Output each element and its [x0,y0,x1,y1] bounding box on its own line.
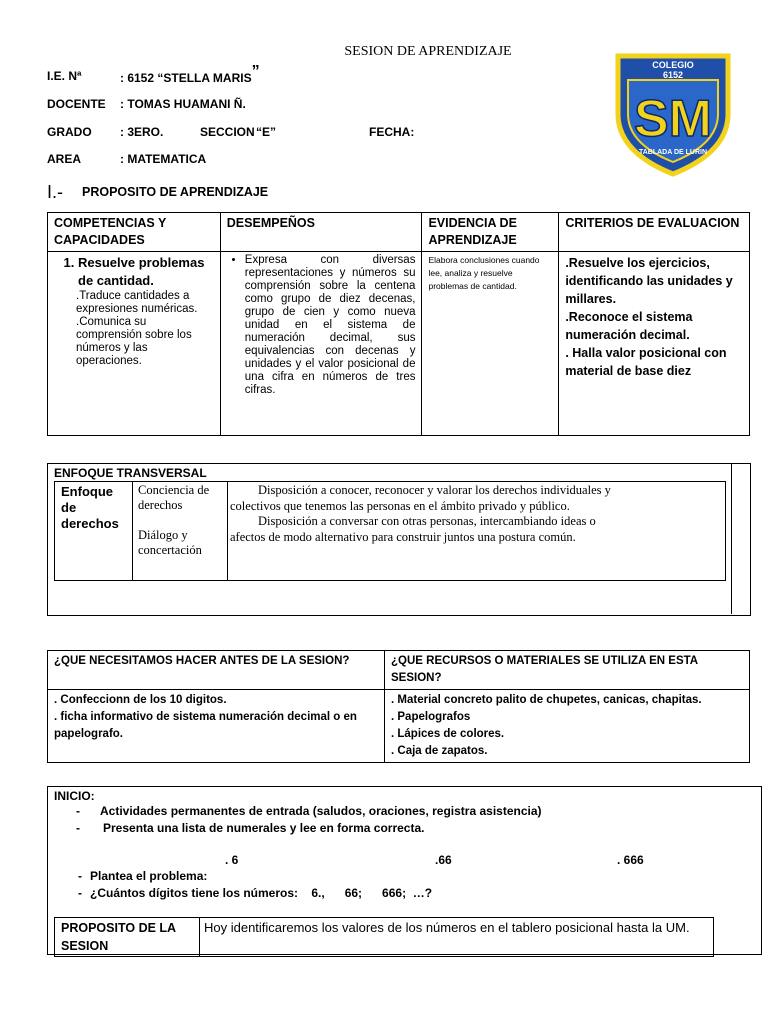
seccion-label: SECCION [200,125,255,139]
section-title: PROPOSITO DE APRENDIZAJE [82,185,269,199]
logo-top-text: COLEGIO [652,60,694,70]
proposito-table [47,212,750,436]
criterio-1: .Resuelve los ejercicios, identificando las unidades y millares. [565,256,733,306]
docente-label: DOCENTE [47,97,106,111]
page-title: SESION DE APRENDIZAJE [344,44,512,59]
recurso-item-1: . Material concreto palito de chupetes, canicas, chapitas. [391,694,702,706]
enfoque-descriptions [228,482,726,581]
logo-bottom-text: TABLADA DE LURIN [638,149,708,156]
preparacion-table [47,650,750,763]
inicio-dash-1: - [76,804,80,818]
fecha-label: FECHA: [369,125,415,139]
inicio-item-2: Presenta una lista de numerales y lee en forma correcta. [103,821,425,835]
desempeno-list [227,254,416,397]
header-recursos: ¿QUE RECURSOS O MATERIALES SE UTILIZA EN ESTA SESION? [385,651,750,690]
proposito-sesion-label: PROPOSITO DE LA SESION [55,918,200,957]
recursos-cell [385,690,750,763]
recurso-item-4: . Caja de zapatos. [391,745,488,757]
ie-value [120,63,260,87]
inicio-label: INICIO: [54,789,95,803]
inicio-item-1: Actividades permanentes de entrada (saludos, oraciones, registra asistencia) [100,804,542,818]
enfoque-table [54,481,726,581]
competencia-list [56,254,214,290]
criterios-cell [559,252,750,436]
seccion-value: “E” [256,125,277,139]
inicio-dash-4: - [78,886,82,900]
school-logo [612,50,734,178]
desc-conciencia: Disposición a conocer, reconocer y valorar los derechos individuales y colectivos que tenemos las personas en el ámbito privado y público. [230,483,611,513]
antes-item-2: . ficha informativo de sistema numeración decimal o en papelografo. [54,711,357,740]
ie-label: I.E. Nª [47,69,82,83]
value-conciencia: Conciencia de derechos [138,483,210,512]
recurso-item-2: . Papelografos [391,711,471,723]
header-evidencia: EVIDENCIA DE APRENDIZAJE [422,213,559,252]
desempeno-item: • Expresa con diversas representaciones y números su comprensión sobre la centena como grupo de diez decenas, grupo de cien y como nueva unidad en el sistema de numeración decimal, sus equivalencias con decenas y unidades y el valor posicional de una cifra en números de tres cifras. [245,254,416,397]
logo-number-text: 6152 [662,70,684,80]
ie-value-text: : 6152 “STELLA MARIS [120,71,252,85]
competencia-item: 1. Resuelve problemas de cantidad. [78,254,214,290]
problema-label: Plantea el problema: [90,869,208,883]
proposito-sesion-table [54,917,714,957]
evidencia-cell: Elabora conclusiones cuando lee, analiza y resuelve problemas de cantidad. [422,252,559,436]
area-label: AREA [47,152,82,166]
recurso-item-3: . Lápices de colores. [391,728,505,740]
section-number: I.- [47,182,63,202]
header-criterios: CRITERIOS DE EVALUACION [559,213,750,252]
desempenos-cell [220,252,422,436]
header-antes: ¿QUE NECESITAMOS HACER ANTES DE LA SESION? [48,651,385,690]
value-dialogo: Diálogo y concertación [138,528,202,557]
grado-label: GRADO [47,125,92,139]
enfoque-name: Enfoque de derechos [55,482,133,581]
grado-value: : 3ERO. [120,125,164,139]
logo-letters: SM [634,90,712,148]
antes-item-1: . Confeccionn de los 10 digitos. [54,694,227,706]
enfoque-values [133,482,228,581]
enfoque-title: ENFOQUE TRANSVERSAL [54,466,207,480]
capacidades-text: .Traduce cantidades a expresiones numéricas. .Comunica su comprensión sobre los números y las operaciones. [76,290,198,367]
header-competencias: COMPETENCIAS Y CAPACIDADES [48,213,221,252]
criterio-3: . Halla valor posicional con material de base diez [565,346,727,378]
antes-cell [48,690,385,763]
problema-pregunta: ¿Cuántos dígitos tiene los números: 6., 66; 666; …? [90,886,433,900]
inicio-dash-2: - [76,821,80,835]
header-desempenos: DESEMPEÑOS [220,213,422,252]
area-value: : MATEMATICA [120,152,207,166]
desc-dialogo: Disposición a conversar con otras personas, intercambiando ideas o afectos de modo alternativo para construir juntos una postura común. [230,514,596,544]
numeral-3: . 666 [617,853,644,867]
docente-value: : TOMAS HUAMANI Ñ. [120,97,246,111]
proposito-sesion-text: Hoy identificaremos los valores de los números en el tablero posicional hasta la UM. [200,918,714,957]
enfoque-divider [731,463,732,614]
numeral-1: . 6 [225,853,239,867]
ie-quote: ” [251,63,260,80]
inicio-dash-3: - [78,869,82,883]
criterio-2: .Reconoce el sistema numeración decimal. [565,310,693,342]
competencias-cell [48,252,221,436]
numeral-2: .66 [435,853,452,867]
